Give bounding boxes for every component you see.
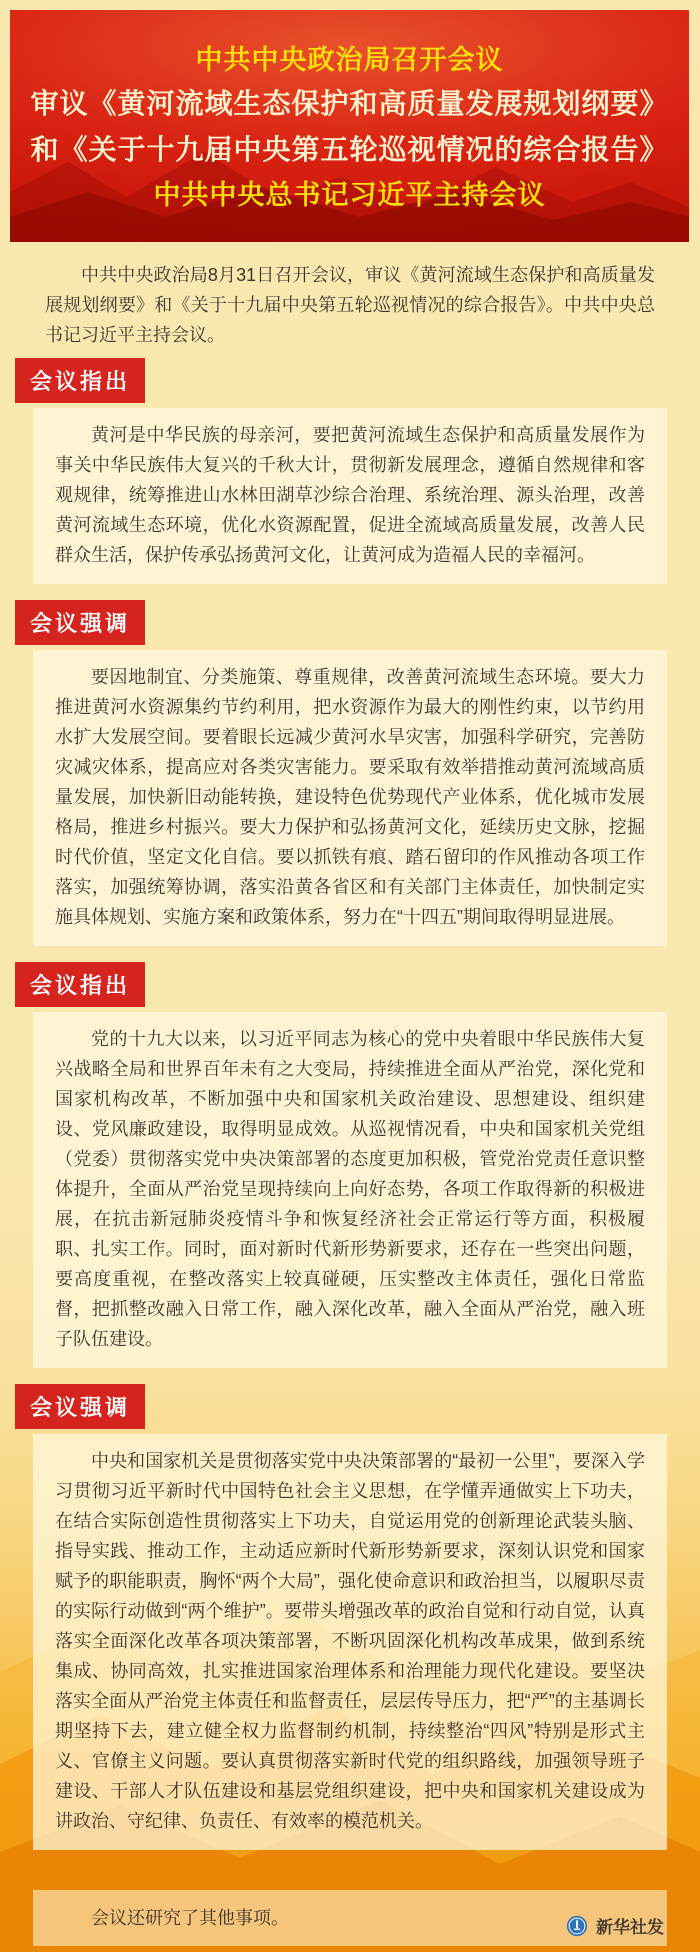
section-1 bbox=[30, 358, 667, 584]
header-title-line-1: 中共中央政治局召开会议 bbox=[195, 45, 504, 75]
section-1-badge: 会议指出 bbox=[15, 358, 145, 403]
section-2-badge: 会议强调 bbox=[15, 600, 145, 645]
header-banner bbox=[10, 10, 689, 242]
section-4-text: 中央和国家机关是贯彻落实党中央决策部署的“最初一公里”，要深入学习贯彻习近平新时代中国特色社会主义思想，在学懂弄通做实上下功夫，在结合实际创造性贯彻落实上下功夫，自觉运用党的创新理论武装头脑、指导实践、推动工作，主动适应新时代新形势新要求，深刻认识党和国家赋予的职能职责，胸怀“两个大局”，强化使命意识和政治担当，以履职尽责的实际行动做到“两个维护”。要带头增强改革的政治自觉和行动自觉，认真落实全面深化改革各项决策部署，不断巩固深化机构改革成果，做到系统集成、协同高效，扎实推进国家治理体系和治理能力现代化建设。要坚决落实全面从严治党主体责任和监督责任，层层传导压力，把“严”的主基调长期坚持下去，建立健全权力监督制约机制，持续整治“四风”特别是形式主义、官僚主义问题。要认真贯彻落实新时代党的组织路线，加强领导班子建设、干部人才队伍建设和基层党组织建设，把中央和国家机关建设成为讲政治、守纪律、负责任、有效率的模范机关。 bbox=[55, 1451, 645, 1831]
article-body bbox=[0, 260, 700, 1946]
credit bbox=[566, 1913, 664, 1938]
header-title-line-3: 和《关于十九届中央第五轮巡视情况的综合报告》 bbox=[30, 133, 669, 165]
header-title-line-2: 审议《黄河流域生态保护和高质量发展规划纲要》 bbox=[30, 88, 669, 120]
section-3 bbox=[30, 962, 667, 1368]
section-3-panel bbox=[33, 1012, 667, 1368]
footer-note-text: 会议还研究了其他事项。 bbox=[91, 1908, 289, 1928]
section-4-panel bbox=[33, 1434, 667, 1850]
section-1-panel bbox=[33, 408, 667, 584]
xinhua-logo-icon bbox=[566, 1915, 588, 1937]
section-3-badge: 会议指出 bbox=[15, 962, 145, 1007]
intro-paragraph: 中共中央政治局8月31日召开会议，审议《黄河流域生态保护和高质量发展规划纲要》和《关于十九届中央第五轮巡视情况的综合报告》。中共中央总书记习近平主持会议。 bbox=[45, 265, 655, 345]
section-2-text: 要因地制宜、分类施策、尊重规律，改善黄河流域生态环境。要大力推进黄河水资源集约节约利用，把水资源作为最大的刚性约束，以节约用水扩大发展空间。要着眼长远减少黄河水旱灾害，加强科学研究，完善防灾减灾体系，提高应对各类灾害能力。要采取有效举措推动黄河流域高质量发展，加快新旧动能转换，建设特色优势现代产业体系，优化城市发展格局，推进乡村振兴。要大力保护和弘扬黄河文化，延续历史文脉，挖掘时代价值，坚定文化自信。要以抓铁有痕、踏石留印的作风推动各项工作落实，加强统筹协调，落实沿黄各省区和有关部门主体责任，加快制定实施具体规划、实施方案和政策体系，努力在“十四五”期间取得明显进展。 bbox=[55, 667, 645, 927]
section-2-panel bbox=[33, 650, 667, 946]
credit-text: 新华社发 bbox=[596, 1918, 664, 1937]
infographic-page bbox=[0, 10, 700, 1952]
section-3-text: 党的十九大以来，以习近平同志为核心的党中央着眼中华民族伟大复兴战略全局和世界百年未有之大变局，持续推进全面从严治党，深化党和国家机构改革，不断加强中央和国家机关政治建设、思想建设、组织建设、党风廉政建设，取得明显成效。从巡视情况看，中央和国家机关党组（党委）贯彻落实党中央决策部署的态度更加积极，管党治党责任意识整体提升，全面从严治党呈现持续向上向好态势，各项工作取得新的积极进展，在抗击新冠肺炎疫情斗争和恢复经济社会正常运行等方面，积极履职、扎实工作。同时，面对新时代新形势新要求，还存在一些突出问题，要高度重视，在整改落实上较真碰硬，压实整改主体责任，强化日常监督，把抓整改融入日常工作，融入深化改革，融入全面从严治党，融入班子队伍建设。 bbox=[55, 1029, 645, 1349]
header-title-line-4: 中共中央总书记习近平主持会议 bbox=[153, 179, 546, 210]
section-1-text: 黄河是中华民族的母亲河，要把黄河流域生态保护和高质量发展作为事关中华民族伟大复兴的千秋大计，贯彻新发展理念，遵循自然规律和客观规律，统筹推进山水林田湖草沙综合治理、系统治理、源头治理，改善黄河流域生态环境，优化水资源配置，促进全流域高质量发展，改善人民群众生活，保护传承弘扬黄河文化，让黄河成为造福人民的幸福河。 bbox=[55, 425, 645, 565]
section-2 bbox=[30, 600, 667, 946]
section-4 bbox=[30, 1384, 667, 1850]
section-4-badge: 会议强调 bbox=[15, 1384, 145, 1429]
